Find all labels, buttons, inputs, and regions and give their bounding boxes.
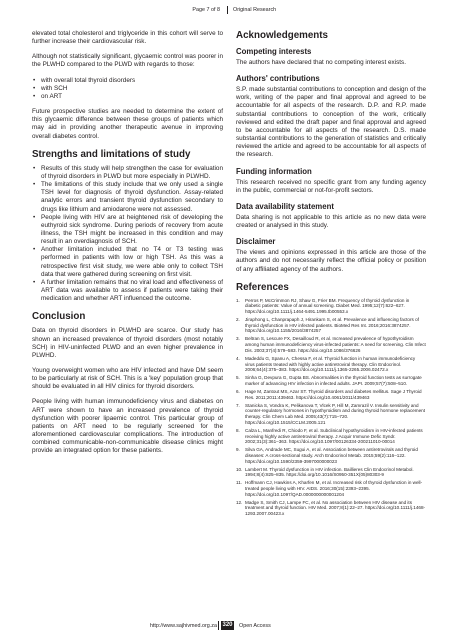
reference-item	[236, 467, 426, 478]
list-item: • A further limitation remains that no viral load and effectiveness of ART data was available to assess if patients were taking their medication and whether ART influenced the outcome.	[41, 279, 223, 303]
reference-item	[236, 375, 426, 386]
paragraph: Although not statistically significant, glycaemic control was poorer in the PLWHD compared to the PLWD with regards to those:	[32, 53, 223, 69]
paragraph: Data sharing is not applicable to this article as no new data were created or analysed in this study.	[236, 213, 426, 230]
reference-text: Sinha G, Devpura G, Gupta BS. Abnormalities in the thyroid function tests as surrogate marker of advancing HIV infection in infected adults. JAPI. 2009;57(7):508–510.	[245, 375, 422, 386]
reference-item	[236, 403, 426, 426]
reference-item	[236, 336, 426, 353]
page-header	[0, 7, 453, 19]
reference-text: Madeddu G, Spanu A, Chessa F, et al. Thyroid function in human immunodeficiency virus patients treated with highly active antiretroviral therapy. Clin Endocrinol. 2006;64(4):375–383. https://doi.org/10.1111/j.1365-2265.2006.02472.x	[245, 355, 416, 373]
reference-item	[236, 389, 426, 400]
open-access-label: Open Access	[239, 623, 271, 629]
list-item: • Another limitation included that no T4 or T3 testing was performed in patients with low or high TSH. As this was a retrospective first visit study, we were able only to collect TSH data that were gathered during screening on first visit.	[41, 246, 223, 279]
list-item: • People living with HIV are at heightened risk of developing the euthyroid sick syndrome. During periods of recovery from acute illness, the TSH might be increased in this condition and may result in an overdiagnosis of SCH.	[41, 214, 223, 247]
reference-item	[236, 500, 426, 517]
paragraph: The authors have declared that no competing interest exists.	[236, 59, 406, 66]
reference-number: 6.	[236, 388, 240, 394]
list-item: • with overall total thyroid disorders	[41, 77, 223, 85]
limitations-list	[32, 165, 223, 304]
reference-number: 9.	[236, 447, 240, 453]
left-column	[32, 30, 223, 463]
page-number: 320	[222, 622, 233, 628]
heading-data-availability: Data availability statement	[236, 201, 334, 211]
reference-number: 2.	[236, 317, 240, 323]
journal-url-link[interactable]: http://www.sajhivmed.org.za	[149, 623, 217, 629]
list-item: • on ART	[41, 93, 223, 101]
paragraph: This research received no specific grant from any funding agency in the public, commercial or not-for-profit sectors.	[236, 178, 426, 194]
reference-item	[236, 317, 426, 334]
reference-list	[236, 298, 426, 517]
reference-number: 8.	[236, 427, 240, 433]
right-column	[236, 30, 426, 519]
heading-competing-interests: Competing interests	[236, 47, 312, 56]
reference-text: Stanicka S, Vondra K, Pelikanova T, Vlcek P, Hill M, Zamrazil V. Insulin sensitivity and counter-regulatory hormones in hypothyroidism and during thyroid hormone replacement therapy. Clin Chem Lab Med. 2005;43(7):715–720. https://doi.org/10.1515/CCLM.2005.121	[245, 402, 426, 425]
paragraph: S.P. made substantial contributions to conception and design of the work, writing of the paper and final approval and agreed to be accountable for all aspects of the research. D.P. and R.P. made substantial contributions to conception of the work, critically reviewed and edited the draft paper and final approval and agreed to be accountable for all aspects of the research. D.S. made substantial contributions to the generation of statistics and critically reviewed the article and agreed to be accountable for all aspects of the research.	[236, 86, 426, 159]
reference-text: Beltran S, Lescure FX, Desailloud R, et al. Increased prevalence of hypothyroidism among human immunodeficiency virus-infected patients: A need for screening. Clin Infect Dis. 2003;37(4):579–583. https://doi.org/10.1086/376626	[245, 336, 426, 353]
list-item: • Results of this study will help strengthen the case for evaluation of thyroid disorders in PLWD but more especially in PLWHD.	[41, 165, 223, 181]
paragraph: elevated total cholesterol and triglyceride in this cohort will serve to further increase their cardiovascular risk.	[32, 30, 223, 46]
reference-number: 4.	[236, 355, 240, 361]
reference-item	[236, 428, 426, 445]
reference-number: 5.	[236, 375, 240, 381]
paragraph: Young overweight women who are HIV infected and have DM seem to be particularly at risk of SCH. This is a 'key' population group that should be evaluated in all HIV clinics for thyroid disorders.	[32, 367, 223, 391]
heading-references: References	[236, 281, 289, 293]
reference-text: Silva GA, Andrade MC, Sugui A, et al. Association between antiretrovirals and thyroid diseases: A cross-sectional study. Arch Endocrinol Metab. 2015;59(2):116–122. https://doi.org/10.1590/2359-3997000000023	[245, 447, 418, 464]
page-indicator: Page 7 of 8	[192, 7, 220, 13]
paragraph: Future prospective studies are needed to determine the extent of this glycaemic difference between these groups of patients which may aid in providing another therapeutic avenue in improving overall diabetes control.	[32, 108, 223, 140]
reference-text: Hoffmann CJ, Hawkins A, Kharfen M, et al. Increased risk of thyroid dysfunction in well-treated people living with HIV. AIDS. 2016;30(15):2393–2395. https://doi.org/10.1097/QAD.0000000000001204	[245, 480, 423, 497]
reference-number: 11.	[236, 480, 243, 486]
reference-text: Jiraphong L, Chanprapaph J, Hirankarn S, et al. Prevalence and influencing factors of thyroid dysfunction in HIV infected patients. BioMed Res Int. 2016;2016:3874257. https://doi.org/10.1155/2016/3874257	[245, 317, 419, 334]
reference-item	[236, 480, 426, 497]
reference-item	[236, 298, 426, 315]
heading-strengths: Strengths and limitations of study	[32, 148, 191, 160]
reference-text: Perros P, McCrimmon RJ, Shaw G, Frier BM. Frequency of thyroid dysfunction in diabetic patients: Value of annual screening. Diabet Med. 1995;12(7):622–627. https://doi.org/10.1111/j.1464-5491.1995.tb00553.x	[245, 297, 410, 315]
reference-item	[236, 356, 426, 373]
paragraph: Data on thyroid disorders in PLWHD are scarce. Our study has shown an increased prevalence of thyroid disorders (most notably SCH) in HIV-uninfected PLWD and an even higher prevalence in PLWHD.	[32, 327, 223, 359]
reference-text: Hage M, Zantout MS, Azar ST. Thyroid disorders and diabetes mellitus. Sage J Thyroid Res. 2011;2011:439463. https://doi.org/10.4061/2011/439463	[245, 388, 422, 400]
heading-acknowledgements: Acknowledgements	[236, 30, 329, 41]
list-item: • The limitations of this study include that we only used a single TSH level for diagnosis of thyroid dysfunction. Assay-related analytic errors and transient thyroid dysfunction secondary to drugs like lithium and amiodarone were not assessed.	[41, 181, 223, 214]
reference-text: Lambert M. Thyroid dysfunction in HIV infection. Baillieres Clin Endocrinol Metabol. 1994;8(4):825–835. https://doi.org/10.1016/S0950-351X(05)80303-9	[245, 466, 414, 478]
reference-number: 12.	[236, 499, 243, 505]
reference-number: 10.	[236, 466, 243, 472]
section-label: Original Research	[233, 7, 277, 13]
reference-text: Calza L, Manfredi R, Chiodo F, et al. Subclinical hypothyroidism in HIV-infected patients receiving highly active antiretroviral therapy. J Acquir Immune Defic Syndr. 2002;31(3):361–363. https://doi.org/10.1097/00126334-200211010-00014	[245, 427, 423, 445]
heading-conclusion: Conclusion	[32, 311, 86, 323]
reference-text: Madge S, Smith CJ, Lampe FC, et al. No association between HIV disease and its treatment and thyroid function. HIV Med. 2007;8(1):22–27. https://doi.org/10.1111/j.1468-1293.2007.00423.x	[245, 499, 426, 517]
list-item: • with SCH	[41, 85, 223, 93]
paragraph: People living with human immunodeficiency virus and diabetes on ART were shown to have an increased prevalence of thyroid dysfunction with poorer lipaemic control. This particular group of patients on ART need to be regularly screened for the aforementioned cardiovascular complications. The introduction of combined communicable-non-communicable disease clinics might provide an integrated option for these patients.	[32, 398, 223, 455]
page-footer	[0, 622, 453, 634]
footer-divider	[218, 621, 219, 630]
reference-number: 1.	[236, 297, 240, 303]
glycaemic-list	[32, 77, 223, 101]
heading-authors-contributions: Authors' contributions	[236, 74, 320, 84]
reference-number: 7.	[236, 402, 240, 408]
heading-disclaimer: Disclaimer	[236, 237, 276, 247]
paragraph: The views and opinions expressed in this article are those of the authors and do not necessarily reflect the official policy or position of any affiliated agency of the authors.	[236, 249, 426, 273]
reference-number: 3.	[236, 336, 240, 342]
heading-funding: Funding information	[236, 166, 312, 176]
reference-item	[236, 447, 426, 464]
